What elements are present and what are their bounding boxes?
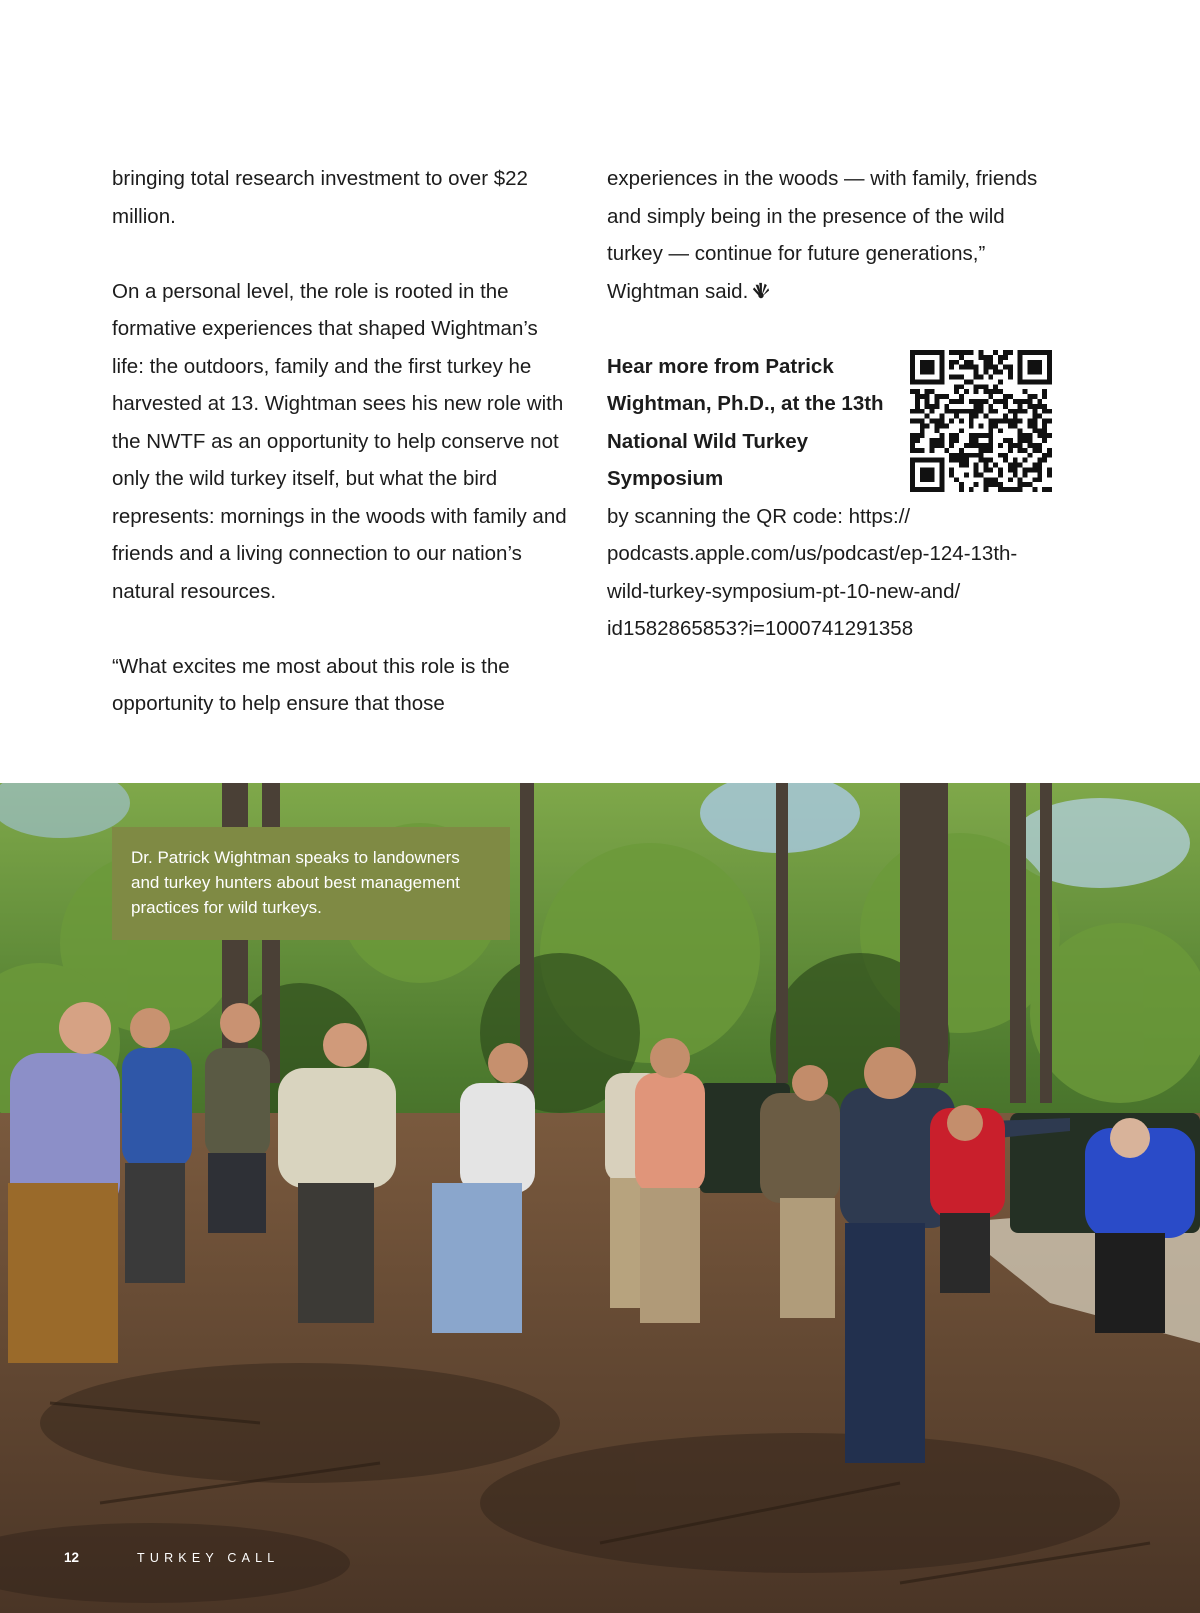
qr-code-icon[interactable] [910, 350, 1052, 492]
closing-paragraph-text: experiences in the woods — with family, friends and simply being in the presence of the wild turkey — continue for future generations,” Wightman said. [607, 167, 1038, 303]
left-column [112, 160, 572, 723]
podcast-promo [607, 348, 1057, 648]
page-number: 12 [64, 1550, 80, 1565]
promo-heading: Hear more from Patrick Wightman, Ph.D., at the 13th National Wild Turkey Symposium [607, 354, 884, 490]
photo-caption-text: Dr. Patrick Wightman speaks to landowners and turkey hunters about best management practices for wild turkeys. [131, 848, 460, 917]
turkey-end-mark-icon [752, 282, 770, 300]
publication-name: TURKEY CALL [137, 1551, 280, 1565]
body-paragraph: “What excites me most about this role is the opportunity to help ensure that those [112, 654, 510, 715]
body-paragraph-end [607, 160, 1057, 310]
body-paragraph: bringing total research investment to over $22 million. [112, 167, 528, 228]
promo-body: by scanning the QR code: https:// podcasts.apple.com/us/podcast/ep-124-13th-wild-turkey-symposium-pt-10-new-and/ id1582865853?i=1000741291358 [607, 504, 1018, 640]
right-column [607, 160, 1057, 648]
body-paragraph: On a personal level, the role is rooted in the formative experiences that shaped Wightman’s life: the outdoors, family and the first turkey he harvested at 13. Wightman sees his new role with the NWTF as an opportunity to help conserve not only the wild turkey itself, but what the bird represents: mornings in the woods with family and friends and a living connection to our nation’s natural resources. [112, 279, 567, 603]
photo-caption [112, 827, 510, 940]
